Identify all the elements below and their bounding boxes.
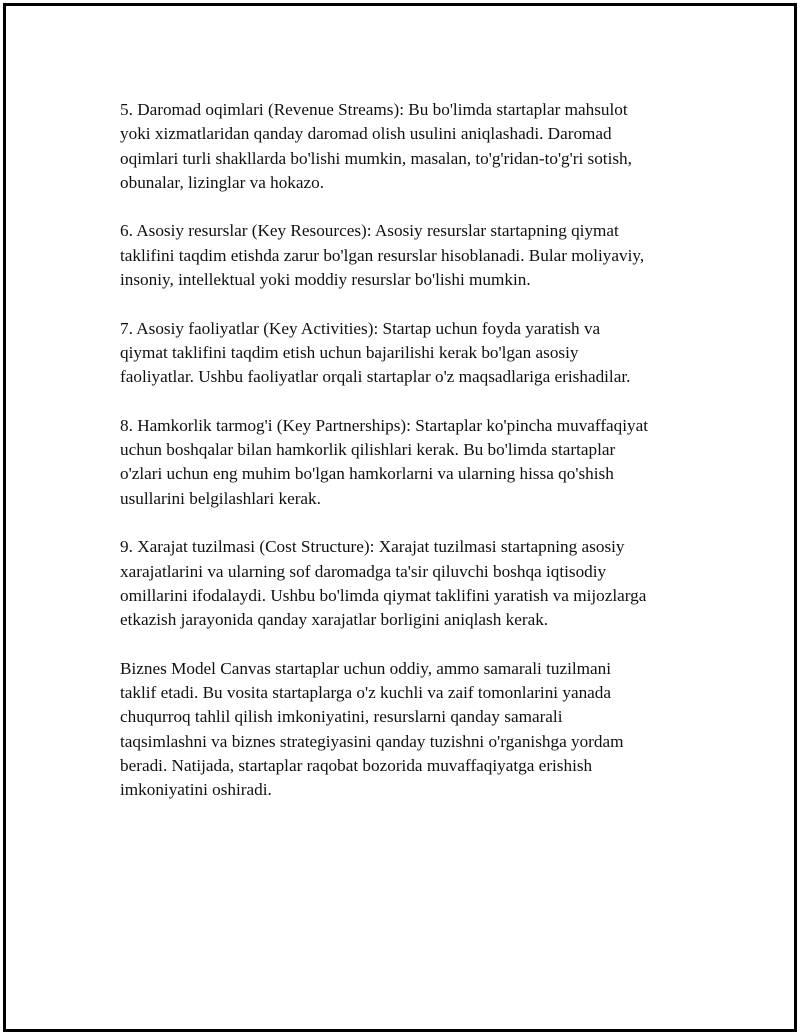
- paragraph-conclusion: Biznes Model Canvas startaplar uchun oddiy, ammo samarali tuzilmani taklif etadi. Bu vosita startaplarga o'z kuchli va zaif tomonlarini yanada chuqurroq tahlil qilish imkoniyatini, resurslarni qanday samarali taqsimlashni va biznes strategiyasini qanday tuzishni o'rganishga yordam beradi. Natijada, startaplar raqobat bozorida muvaffaqiyatga erishish imkoniyatini oshiradi.: [120, 658, 624, 800]
- paragraph-key-resources: 6. Asosiy resurslar (Key Resources): Asosiy resurslar startapning qiymat taklifini taqdim etishda zarur bo'lgan resurslar hisoblanadi. Bular moliyaviy, insoniy, intellektual yoki moddiy resurslar bo'lishi mumkin.: [120, 221, 645, 290]
- paragraph-revenue-streams: 5. Daromad oqimlari (Revenue Streams): Bu bo'limda startaplar mahsulot yoki xizmatlaridan qanday daromad olish usulini aniqlashadi. Daromad oqimlari turli shakllarda bo'lishi mumkin, masalan, to'g'ridan-to'g'ri sotish, obunalar, lizinglar va hokazo.: [120, 100, 632, 192]
- paragraph-cost-structure: 9. Xarajat tuzilmasi (Cost Structure): Xarajat tuzilmasi startapning asosiy xarajatlarini va ularning sof daromadga ta'sir qiluvchi boshqa iqtisodiy omillarini ifodalaydi. Ushbu bo'limda qiymat taklifini yaratish va mijozlarga etkazish jarayonida qanday xarajatlar borligini aniqlash kerak.: [120, 537, 647, 630]
- page-frame: [3, 3, 797, 1032]
- paragraph-key-partnerships: 8. Hamkorlik tarmog'i (Key Partnerships): Startaplar ko'pincha muvaffaqiyat uchun boshqalar bilan hamkorlik qilishlari kerak. Bu bo'limda startaplar o'zlari uchun eng muhim bo'lgan hamkorlarni va ularning hissa qo'shish usullarini belgilashlari kerak.: [120, 415, 649, 508]
- document-body: [120, 98, 700, 827]
- paragraph-key-activities: 7. Asosiy faoliyatlar (Key Activities): Startap uchun foyda yaratish va qiymat taklifini taqdim etish uchun bajarilishi kerak bo'lgan asosiy faoliyatlar. Ushbu faoliyatlar orqali startaplar o'z maqsadlariga erishadilar.: [120, 318, 631, 387]
